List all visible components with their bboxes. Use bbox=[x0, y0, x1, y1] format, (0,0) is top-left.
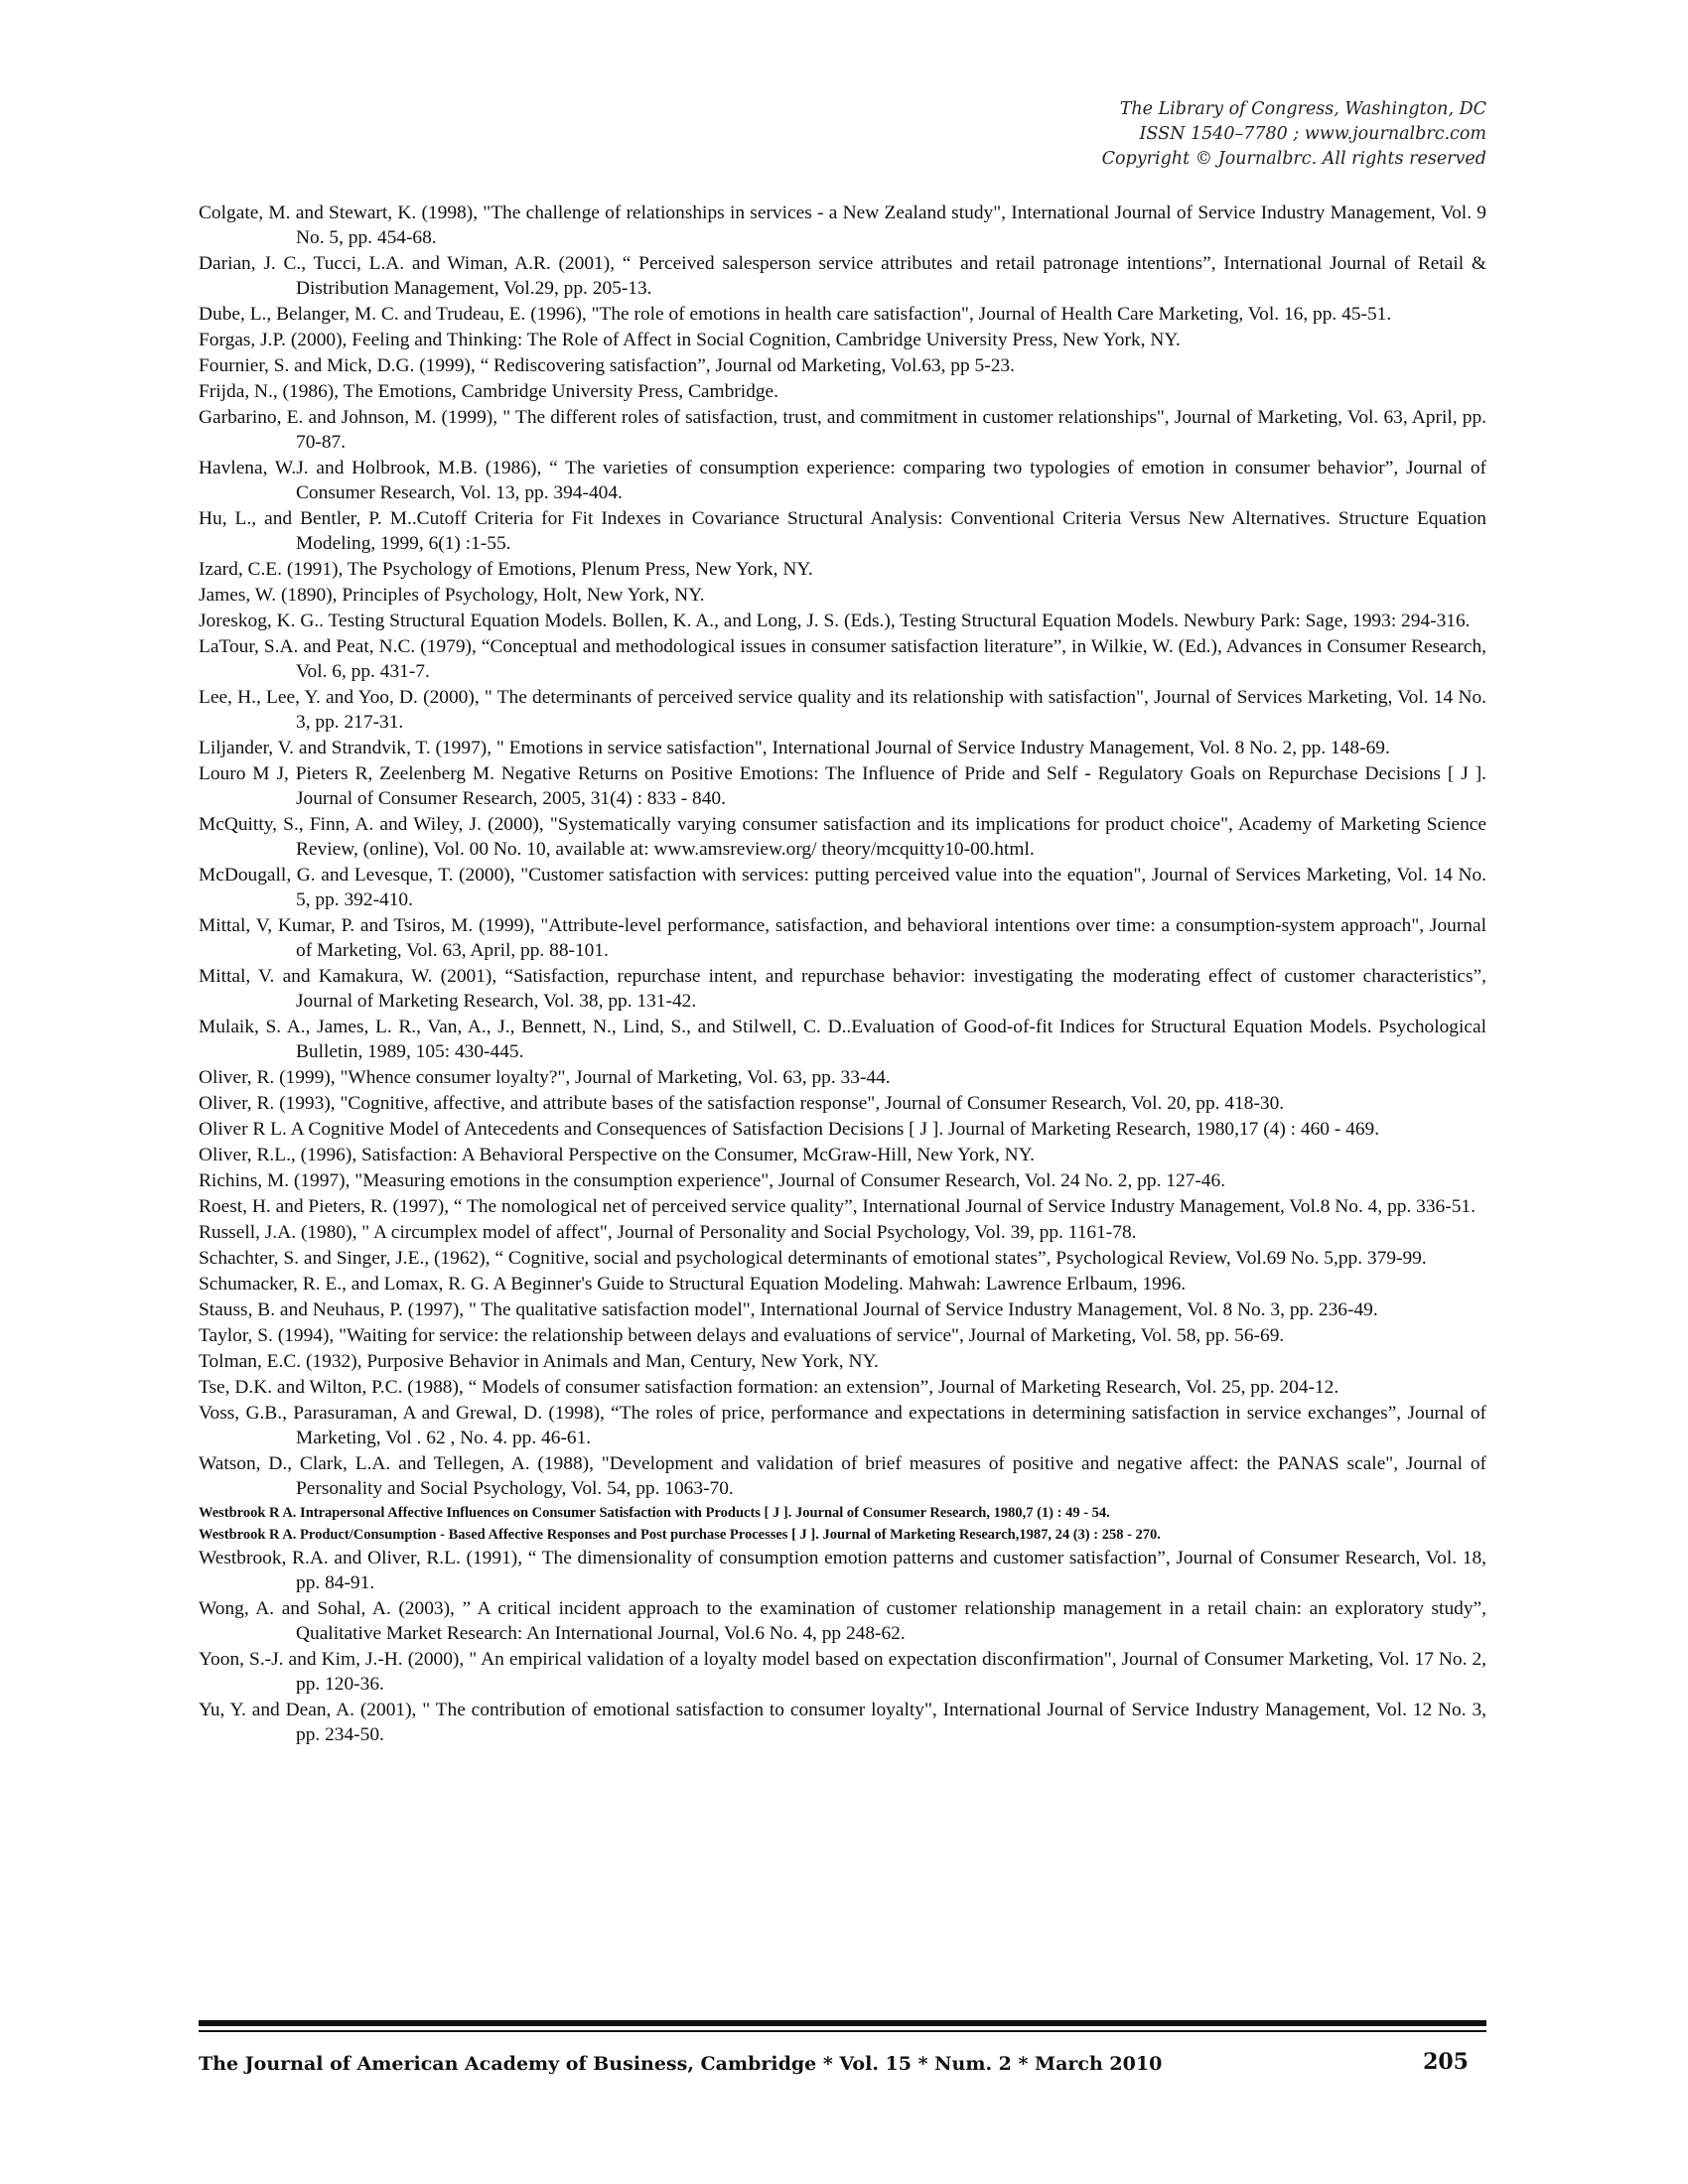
reference-entry: McDougall, G. and Levesque, T. (2000), "Customer satisfaction with services: putting perceived value into the equation", Journal of Services Marketing, Vol. 14 No. 5, pp. 392-410. bbox=[199, 865, 1486, 910]
reference-entry: Oliver, R. (1993), "Cognitive, affective, and attribute bases of the satisfaction response", Journal of Consumer Research, Vol. 20, pp. 418-30. bbox=[199, 1093, 1285, 1114]
header-copyright-line: Copyright © Journalbrc. All rights reserved bbox=[1101, 149, 1486, 169]
reference-entry: LaTour, S.A. and Peat, N.C. (1979), “Conceptual and methodological issues in consumer satisfaction literature”, in Wilkie, W. (Ed.), Advances in Consumer Research, Vol. 6, pp. 431-7. bbox=[199, 636, 1486, 682]
reference-entry: Roest, H. and Pieters, R. (1997), “ The nomological net of perceived service quality”, International Journal of Service Industry Management, Vol.8 No. 4, pp. 336-51. bbox=[199, 1196, 1476, 1217]
reference-entry: Liljander, V. and Strandvik, T. (1997), " Emotions in service satisfaction", International Journal of Service Industry Management, Vol. 8 No. 2, pp. 148-69. bbox=[199, 738, 1390, 758]
reference-entry: Louro M J, Pieters R, Zeelenberg M. Negative Returns on Positive Emotions: The Influence of Pride and Self - Regulatory Goals on Repurchase Decisions [ J ]. Journal of Consumer Research, 2005, 31(4) : 833 - 840. bbox=[199, 763, 1486, 809]
reference-entry: Izard, C.E. (1991), The Psychology of Emotions, Plenum Press, New York, NY. bbox=[199, 559, 813, 580]
reference-entry: Garbarino, E. and Johnson, M. (1999), " The different roles of satisfaction, trust, and commitment in customer relationships", Journal of Marketing, Vol. 63, April, pp. 70-87. bbox=[199, 407, 1486, 453]
reference-entry: Darian, J. C., Tucci, L.A. and Wiman, A.R. (2001), “ Perceived salesperson service attributes and retail patronage intentions”, International Journal of Retail & Distribution Management, Vol.29, pp. 205-13. bbox=[199, 253, 1486, 299]
footer-rule-thick bbox=[199, 2020, 1486, 2026]
reference-entry: Stauss, B. and Neuhaus, P. (1997), " The qualitative satisfaction model", International Journal of Service Industry Management, Vol. 8 No. 3, pp. 236-49. bbox=[199, 1299, 1378, 1320]
reference-entry: Colgate, M. and Stewart, K. (1998), "The challenge of relationships in services - a New Zealand study", International Journal of Service Industry Management, Vol. 9 No. 5, pp. 454-68. bbox=[199, 203, 1486, 248]
reference-entry: Mittal, V, Kumar, P. and Tsiros, M. (1999), "Attribute-level performance, satisfaction, and behavioral intentions over time: a consumption-system approach", Journal of Marketing, Vol. 63, April, pp. 88-101. bbox=[199, 915, 1486, 961]
reference-entry: Mulaik, S. A., James, L. R., Van, A., J., Bennett, N., Lind, S., and Stilwell, C. D..Evaluation of Good-of-fit Indices for Structural Equation Models. Psychological Bulletin, 1989, 105: 430-445. bbox=[199, 1017, 1486, 1062]
page-number: 205 bbox=[1423, 2049, 1469, 2075]
reference-entry: Tse, D.K. and Wilton, P.C. (1988), “ Models of consumer satisfaction formation: an extension”, Journal of Marketing Research, Vol. 25, pp. 204-12. bbox=[199, 1377, 1339, 1398]
reference-entry: Oliver R L. A Cognitive Model of Antecedents and Consequences of Satisfaction Decisions [ J ]. Journal of Marketing Research, 1980,17 (4) : 460 - 469. bbox=[199, 1119, 1380, 1140]
reference-entry: James, W. (1890), Principles of Psychology, Holt, New York, NY. bbox=[199, 585, 705, 606]
reference-entry: Westbrook, R.A. and Oliver, R.L. (1991), “ The dimensionality of consumption emotion patterns and customer satisfaction”, Journal of Consumer Research, Vol. 18, pp. 84-91. bbox=[199, 1548, 1486, 1593]
reference-entry: Lee, H., Lee, Y. and Yoo, D. (2000), " The determinants of perceived service quality and its relationship with satisfaction", Journal of Services Marketing, Vol. 14 No. 3, pp. 217-31. bbox=[199, 687, 1486, 733]
reference-entry: McQuitty, S., Finn, A. and Wiley, J. (2000), "Systematically varying consumer satisfaction and its implications for product choice", Academy of Marketing Science Review, (online), Vol. 00 No. 10, available at: www.amsreview.org/ theory/mcquitty10-00.html. bbox=[199, 814, 1486, 860]
header-issn-line: ISSN 1540–7780 ; www.journalbrc.com bbox=[1139, 124, 1486, 144]
reference-entry: Watson, D., Clark, L.A. and Tellegen, A. (1988), "Development and validation of brief measures of positive and negative affect: the PANAS scale", Journal of Personality and Social Psychology, Vol. 54, pp. 1063-70. bbox=[199, 1453, 1486, 1499]
reference-list bbox=[199, 201, 1486, 1748]
reference-entry: Richins, M. (1997), "Measuring emotions in the consumption experience", Journal of Consumer Research, Vol. 24 No. 2, pp. 127-46. bbox=[199, 1170, 1226, 1191]
footer-rule-thin bbox=[199, 2030, 1486, 2032]
reference-entry: Schumacker, R. E., and Lomax, R. G. A Beginner's Guide to Structural Equation Modeling. Mahwah: Lawrence Erlbaum, 1996. bbox=[199, 1274, 1187, 1295]
reference-entry: Fournier, S. and Mick, D.G. (1999), “ Rediscovering satisfaction”, Journal od Marketing, Vol.63, pp 5-23. bbox=[199, 355, 1015, 376]
reference-entry: Frijda, N., (1986), The Emotions, Cambridge University Press, Cambridge. bbox=[199, 381, 778, 402]
reference-entry: Schachter, S. and Singer, J.E., (1962), “ Cognitive, social and psychological determinants of emotional states”, Psychological Review, Vol.69 No. 5,pp. 379-99. bbox=[199, 1248, 1427, 1269]
reference-entry: Westbrook R A. Intrapersonal Affective Influences on Consumer Satisfaction with Products [ J ]. Journal of Consumer Research, 1980,7 (1) : 49 - 54. bbox=[199, 1505, 1110, 1521]
reference-entry: Yoon, S.-J. and Kim, J.-H. (2000), " An empirical validation of a loyalty model based on expectation disconfirmation", Journal of Consumer Marketing, Vol. 17 No. 2, pp. 120-36. bbox=[199, 1649, 1486, 1695]
reference-entry: Joreskog, K. G.. Testing Structural Equation Models. Bollen, K. A., and Long, J. S. (Eds.), Testing Structural Equation Models. Newbury Park: Sage, 1993: 294-316. bbox=[199, 611, 1471, 631]
reference-entry: Russell, J.A. (1980), " A circumplex model of affect", Journal of Personality and Social Psychology, Vol. 39, pp. 1161-78. bbox=[199, 1222, 1137, 1243]
reference-entry: Dube, L., Belanger, M. C. and Trudeau, E. (1996), "The role of emotions in health care satisfaction", Journal of Health Care Marketing, Vol. 16, pp. 45-51. bbox=[199, 304, 1392, 325]
reference-entry: Havlena, W.J. and Holbrook, M.B. (1986), “ The varieties of consumption experience: comparing two typologies of emotion in consumer behavior”, Journal of Consumer Research, Vol. 13, pp. 394-404. bbox=[199, 458, 1486, 503]
reference-entry: Tolman, E.C. (1932), Purposive Behavior in Animals and Man, Century, New York, NY. bbox=[199, 1351, 879, 1372]
reference-entry: Hu, L., and Bentler, P. M..Cutoff Criteria for Fit Indexes in Covariance Structural Analysis: Conventional Criteria Versus New Alternatives. Structure Equation Modeling, 1999, 6(1) :1-55. bbox=[199, 508, 1486, 554]
reference-entry: Yu, Y. and Dean, A. (2001), " The contribution of emotional satisfaction to consumer loyalty", International Journal of Service Industry Management, Vol. 12 No. 3, pp. 234-50. bbox=[199, 1700, 1486, 1745]
reference-entry: Westbrook R A. Product/Consumption - Based Affective Responses and Post purchase Processes [ J ]. Journal of Marketing Research,1987, 24 (3) : 258 - 270. bbox=[199, 1527, 1161, 1543]
page-header bbox=[593, 97, 1486, 172]
reference-entry: Mittal, V. and Kamakura, W. (2001), “Satisfaction, repurchase intent, and repurchase behavior: investigating the moderating effect of customer characteristics”, Journal of Marketing Research, Vol. 38, pp. 131-42. bbox=[199, 966, 1486, 1012]
reference-entry: Oliver, R. (1999), "Whence consumer loyalty?", Journal of Marketing, Vol. 63, pp. 33-44. bbox=[199, 1067, 891, 1088]
header-library-line: The Library of Congress, Washington, DC bbox=[1119, 99, 1486, 119]
reference-entry: Oliver, R.L., (1996), Satisfaction: A Behavioral Perspective on the Consumer, McGraw-Hill, New York, NY. bbox=[199, 1145, 1035, 1165]
reference-entry: Taylor, S. (1994), "Waiting for service: the relationship between delays and evaluations of service", Journal of Marketing, Vol. 58, pp. 56-69. bbox=[199, 1325, 1285, 1346]
reference-entry: Forgas, J.P. (2000), Feeling and Thinking: The Role of Affect in Social Cognition, Cambridge University Press, New York, NY. bbox=[199, 330, 1181, 350]
reference-entry: Voss, G.B., Parasuraman, A and Grewal, D. (1998), “The roles of price, performance and expectations in determining satisfaction in service exchanges”, Journal of Marketing, Vol . 62 , No. 4. pp. 46-61. bbox=[199, 1403, 1486, 1448]
footer-journal-title: The Journal of American Academy of Business, Cambridge * Vol. 15 * Num. 2 * March 2010 bbox=[199, 2053, 1163, 2075]
reference-entry: Wong, A. and Sohal, A. (2003), ” A critical incident approach to the examination of customer relationship management in a retail chain: an exploratory study”, Qualitative Market Research: An International Journal, Vol.6 No. 4, pp 248-62. bbox=[199, 1598, 1486, 1644]
